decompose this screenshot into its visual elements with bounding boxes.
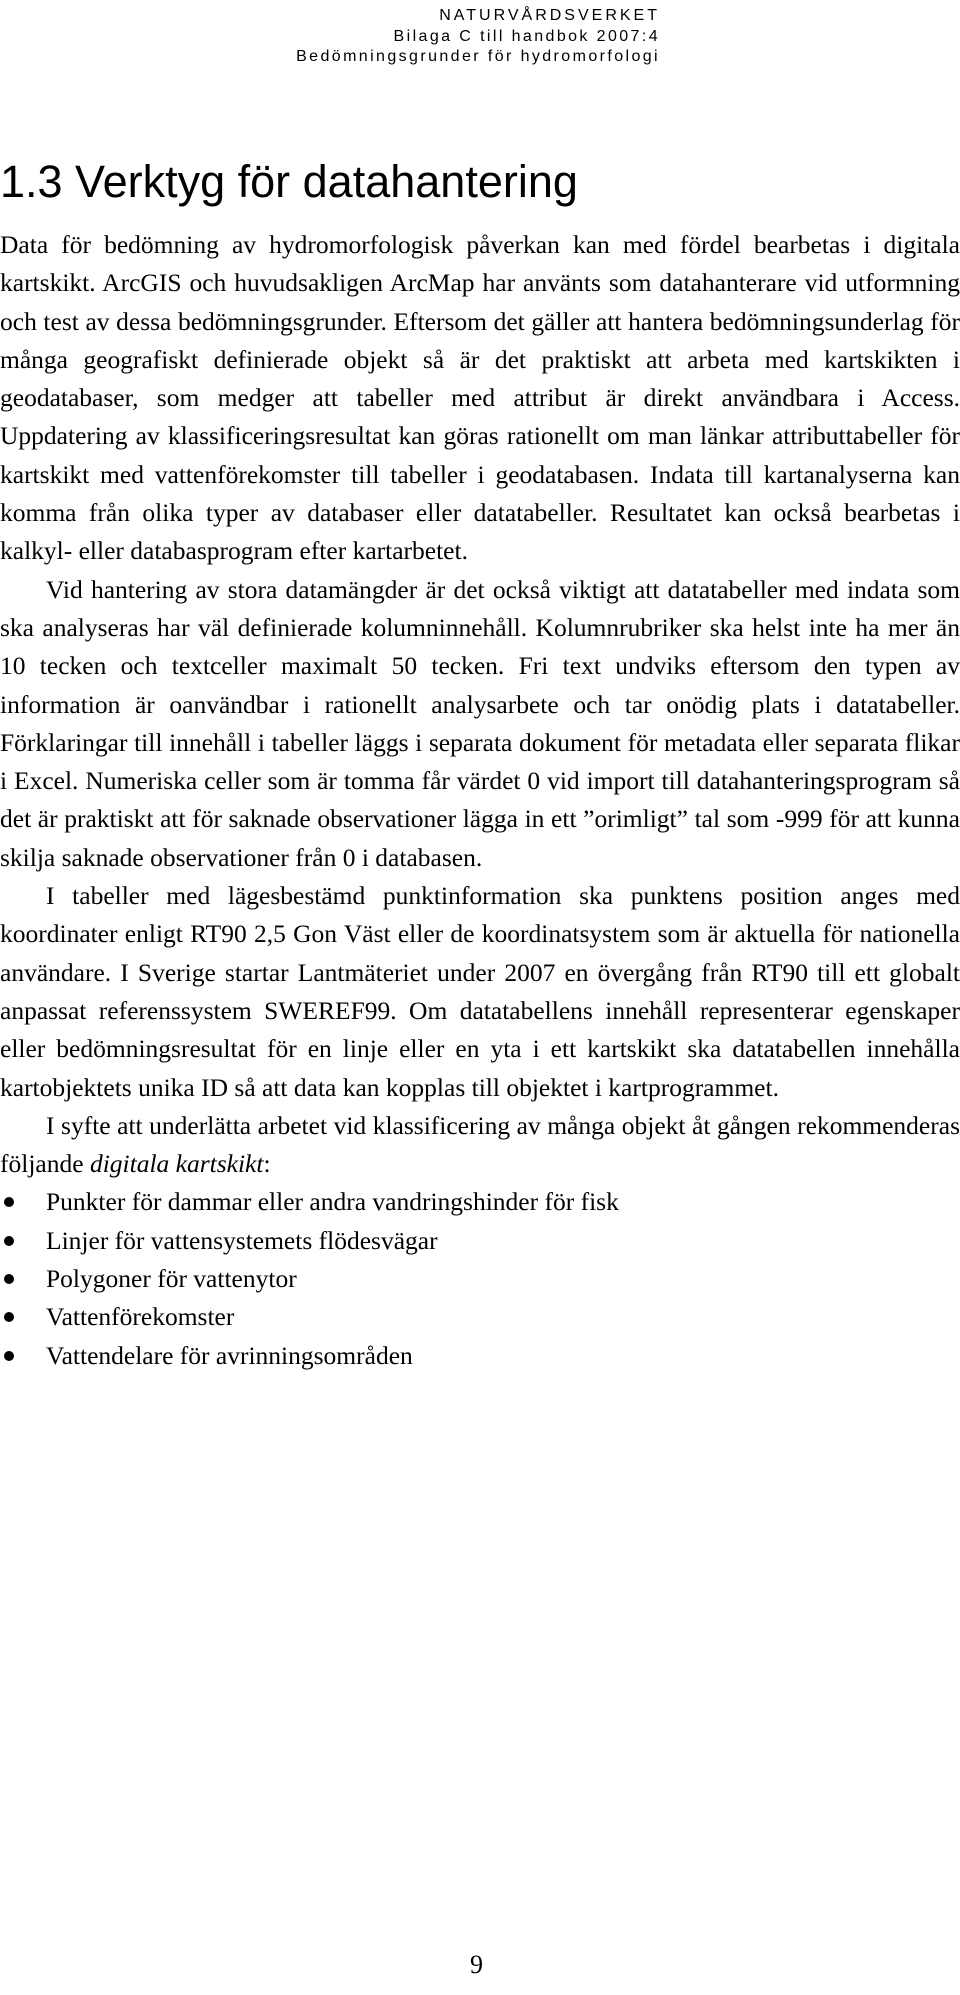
list-intro-suffix: : [263,1149,271,1179]
list-item [0,1260,960,1298]
list-item-label: Polygoner för vattenytor [46,1264,297,1294]
bullet-icon [4,1197,14,1207]
paragraph-list-intro [0,1107,960,1184]
body-text [0,226,960,1375]
bullet-icon [4,1236,14,1246]
bullet-icon [4,1274,14,1284]
running-header [296,6,660,68]
page-number: 9 [470,1950,483,1979]
paragraph-data-tools: Data för bedömning av hydromorfologisk påverkan kan med fördel bearbetas i digitala kartskikt. ArcGIS och huvudsakligen ArcMap har använts som datahanterare vid utformning och test av dessa bedömningsgrunder. Eftersom det gäller att hantera bedömningsunderlag för många geografiskt definierade objekt så är det praktiskt att arbeta med kartskikten i geodatabaser, som medger att tabeller med attribut är direkt användbara i Access. Uppdatering av klassificeringsresultat kan göras rationellt om man länkar attributtabeller för kartskikt med vattenförekomster till tabeller i geodatabasen. Indata till kartanalyserna kan komma från olika typer av databaser eller datatabeller. Resultatet kan också bearbetas i kalkyl- eller databasprogram efter kartarbetet. [0,230,960,566]
list-intro-text: I syfte att underlätta arbetet vid klassificering av många objekt åt gången rekommenderas följande [0,1110,960,1179]
paragraph-coordinates: I tabeller med lägesbestämd punktinformation ska punktens position anges med koordinater enligt RT90 2,5 Gon Väst eller de koordinatsystem som är aktuella för nationella användare. I Sverige startar Lantmäteriet under 2007 en övergång från RT90 till ett globalt anpassat referenssystem SWEREF99. Om datatabellens innehåll representerar egenskaper eller bedömningsresultat för en linje eller en yta i ett kartskikt ska datatabellen innehålla kartobjektets unika ID så att data kan kopplas till objektet i kartprogrammet. [0,881,960,1102]
map-layer-list [0,1183,960,1374]
list-item-label: Vattenförekomster [46,1302,235,1332]
list-item [0,1298,960,1336]
paragraph-data-handling: Vid hantering av stora datamängder är det också viktigt att datatabeller med indata som ska analyseras har väl definierade kolumninnehåll. Kolumnrubriker ska helst inte ha mer än 10 tecken och textceller maximalt 50 tecken. Fri text undviks eftersom den typen av information är oanvändbar i rationellt analysarbete och tar onödig plats i datatabeller. Förklaringar till innehåll i tabeller läggs i separata dokument för metadata eller separata flikar i Excel. Numeriska celler som är tomma får värdet 0 vid import till datahanteringsprogram så det är praktiskt att för saknade observationer lägga in ett ”orimligt” tal som -999 för att kunna skilja saknade observationer från 0 i databasen. [0,574,960,872]
bullet-icon [4,1351,14,1361]
list-item-label: Linjer för vattensystemets flödesvägar [46,1225,438,1255]
bullet-icon [4,1312,14,1322]
header-subject: Bedömningsgrunder för hydromorfologi [296,48,660,65]
list-item [0,1183,960,1221]
header-organization: NATURVÅRDSVERKET [439,7,660,24]
list-intro-emphasis: digitala kartskikt [89,1149,264,1179]
list-item [0,1337,960,1375]
list-item-label: Punkter för dammar eller andra vandringshinder för fisk [46,1187,619,1217]
section-title: 1.3 Verktyg för datahantering [0,156,578,207]
list-item [0,1222,960,1260]
list-item-label: Vattendelare för avrinningsområden [46,1340,413,1370]
header-report: Bilaga C till handbok 2007:4 [393,27,660,45]
